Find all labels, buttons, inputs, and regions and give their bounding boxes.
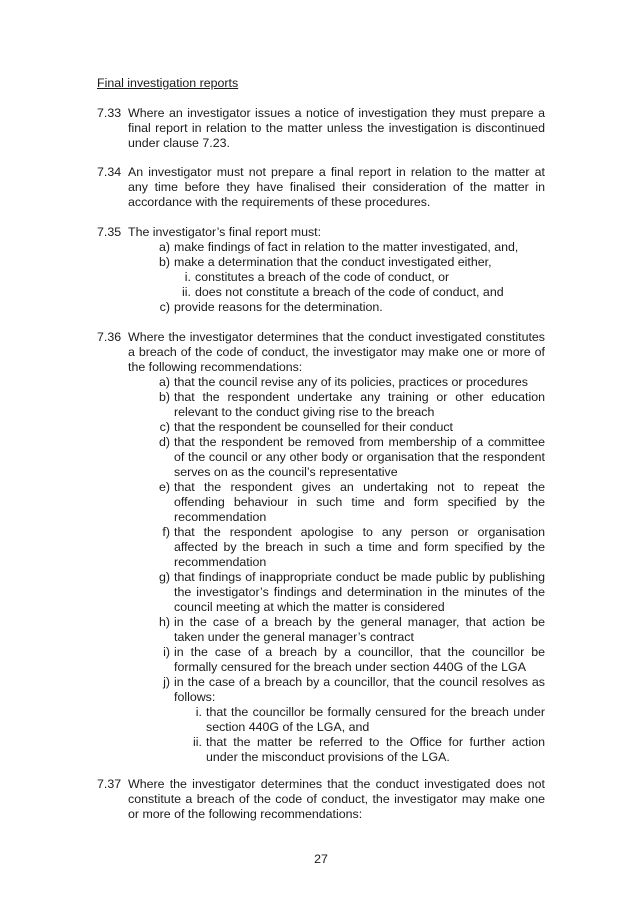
list-item bbox=[128, 390, 545, 420]
item-text: that the respondent apologise to any person or organisation affected by the breach in such a time and form specified by the recommendation bbox=[174, 525, 545, 569]
item-text: that the council revise any of its policies, practices or procedures bbox=[174, 375, 528, 389]
item-label: c) bbox=[159, 300, 170, 314]
sub-item-label: ii. bbox=[182, 285, 191, 299]
page-number: 27 bbox=[314, 852, 328, 866]
clause-number: 7.36 bbox=[97, 330, 122, 344]
list-item bbox=[128, 375, 545, 390]
sub-item-text: that the councillor be formally censured for the breach under section 440G of the LGA, and bbox=[206, 705, 545, 734]
list-item bbox=[128, 255, 545, 300]
item-label: b) bbox=[158, 390, 170, 404]
item-text: make findings of fact in relation to the matter investigated, and, bbox=[174, 240, 519, 254]
sub-list bbox=[174, 705, 545, 765]
item-label: f) bbox=[162, 525, 170, 539]
item-label: e) bbox=[158, 480, 170, 494]
clause-text: An investigator must not prepare a final report in relation to the matter at any time before they have finalised their consideration of the matter in accordance with the requirements of these procedures. bbox=[128, 165, 545, 209]
item-label: c) bbox=[159, 420, 170, 434]
list-item bbox=[128, 525, 545, 570]
clause-7-37 bbox=[97, 777, 545, 822]
item-label: i) bbox=[163, 645, 170, 659]
item-label: b) bbox=[158, 255, 170, 269]
sub-list bbox=[128, 270, 545, 300]
list-item bbox=[128, 615, 545, 645]
item-text: that findings of inappropriate conduct be made public by publishing the investigator’s findings and determination in the minutes of the council meeting at which the matter is considered bbox=[174, 570, 545, 614]
sub-item-label: i. bbox=[195, 705, 202, 719]
list-item bbox=[128, 675, 545, 765]
item-text: that the respondent be counselled for their conduct bbox=[174, 420, 453, 434]
clause-text: Where the investigator determines that the conduct investigated does not constitute a breach of the code of conduct, the investigator may make one or more of the following recommendations: bbox=[128, 777, 545, 821]
item-text: in the case of a breach by a councillor, that the council resolves as follows: bbox=[174, 675, 545, 704]
sub-item bbox=[128, 270, 545, 285]
item-label: d) bbox=[158, 435, 170, 449]
item-label: h) bbox=[158, 615, 170, 629]
clause-intro: The investigator’s final report must: bbox=[128, 225, 322, 239]
sub-item bbox=[174, 705, 545, 735]
item-text: in the case of a breach by a councillor, that the councillor be formally censured for the breach under section 440G of the LGA bbox=[174, 645, 545, 674]
clause-number: 7.34 bbox=[97, 165, 122, 179]
sub-item-label: i. bbox=[184, 270, 191, 284]
list-item bbox=[128, 480, 545, 525]
item-text: that the respondent undertake any training or other education relevant to the conduct giving rise to the breach bbox=[174, 390, 545, 419]
list-item bbox=[128, 435, 545, 480]
item-text: provide reasons for the determination. bbox=[174, 300, 383, 314]
sub-item-text: that the matter be referred to the Office for further action under the misconduct provisions of the LGA. bbox=[206, 735, 545, 764]
findings-list bbox=[128, 240, 545, 315]
item-text: that the respondent be removed from membership of a committee of the council or any other body or organisation that the respondent serves on as the council’s representative bbox=[174, 435, 545, 479]
clause-intro: Where the investigator determines that the conduct investigated constitutes a breach of the code of conduct, the investigator may make one or more of the following recommendations: bbox=[128, 330, 545, 374]
item-text: make a determination that the conduct investigated either, bbox=[174, 255, 492, 269]
sub-item bbox=[174, 735, 545, 765]
clause-7-36 bbox=[97, 330, 545, 765]
clause-number: 7.35 bbox=[97, 225, 122, 239]
sub-item-text: does not constitute a breach of the code of conduct, and bbox=[195, 285, 504, 299]
list-item bbox=[128, 240, 545, 255]
sub-item-text: constitutes a breach of the code of conduct, or bbox=[195, 270, 450, 284]
clause-number: 7.33 bbox=[97, 106, 122, 120]
item-text: that the respondent gives an undertaking not to repeat the offending behaviour in such time and form specified by the recommendation bbox=[174, 480, 545, 524]
sub-item bbox=[128, 285, 545, 300]
item-text: in the case of a breach by the general manager, that action be taken under the general manager’s contract bbox=[174, 615, 545, 644]
clause-text: Where an investigator issues a notice of investigation they must prepare a final report in relation to the matter unless the investigation is discontinued under clause 7.23. bbox=[128, 106, 545, 150]
clause-7-33 bbox=[97, 106, 545, 151]
clause-number: 7.37 bbox=[97, 777, 122, 791]
list-item bbox=[128, 420, 545, 435]
sub-item-label: ii. bbox=[193, 735, 202, 749]
item-label: a) bbox=[158, 240, 170, 254]
clause-7-35 bbox=[97, 225, 545, 315]
list-item bbox=[128, 570, 545, 615]
recommendations-list bbox=[128, 375, 545, 765]
item-label: j) bbox=[163, 675, 170, 689]
list-item bbox=[128, 645, 545, 675]
section-heading: Final investigation reports bbox=[97, 76, 239, 90]
list-item bbox=[128, 300, 545, 315]
item-label: a) bbox=[158, 375, 170, 389]
clause-7-34 bbox=[97, 165, 545, 210]
item-label: g) bbox=[158, 570, 170, 584]
